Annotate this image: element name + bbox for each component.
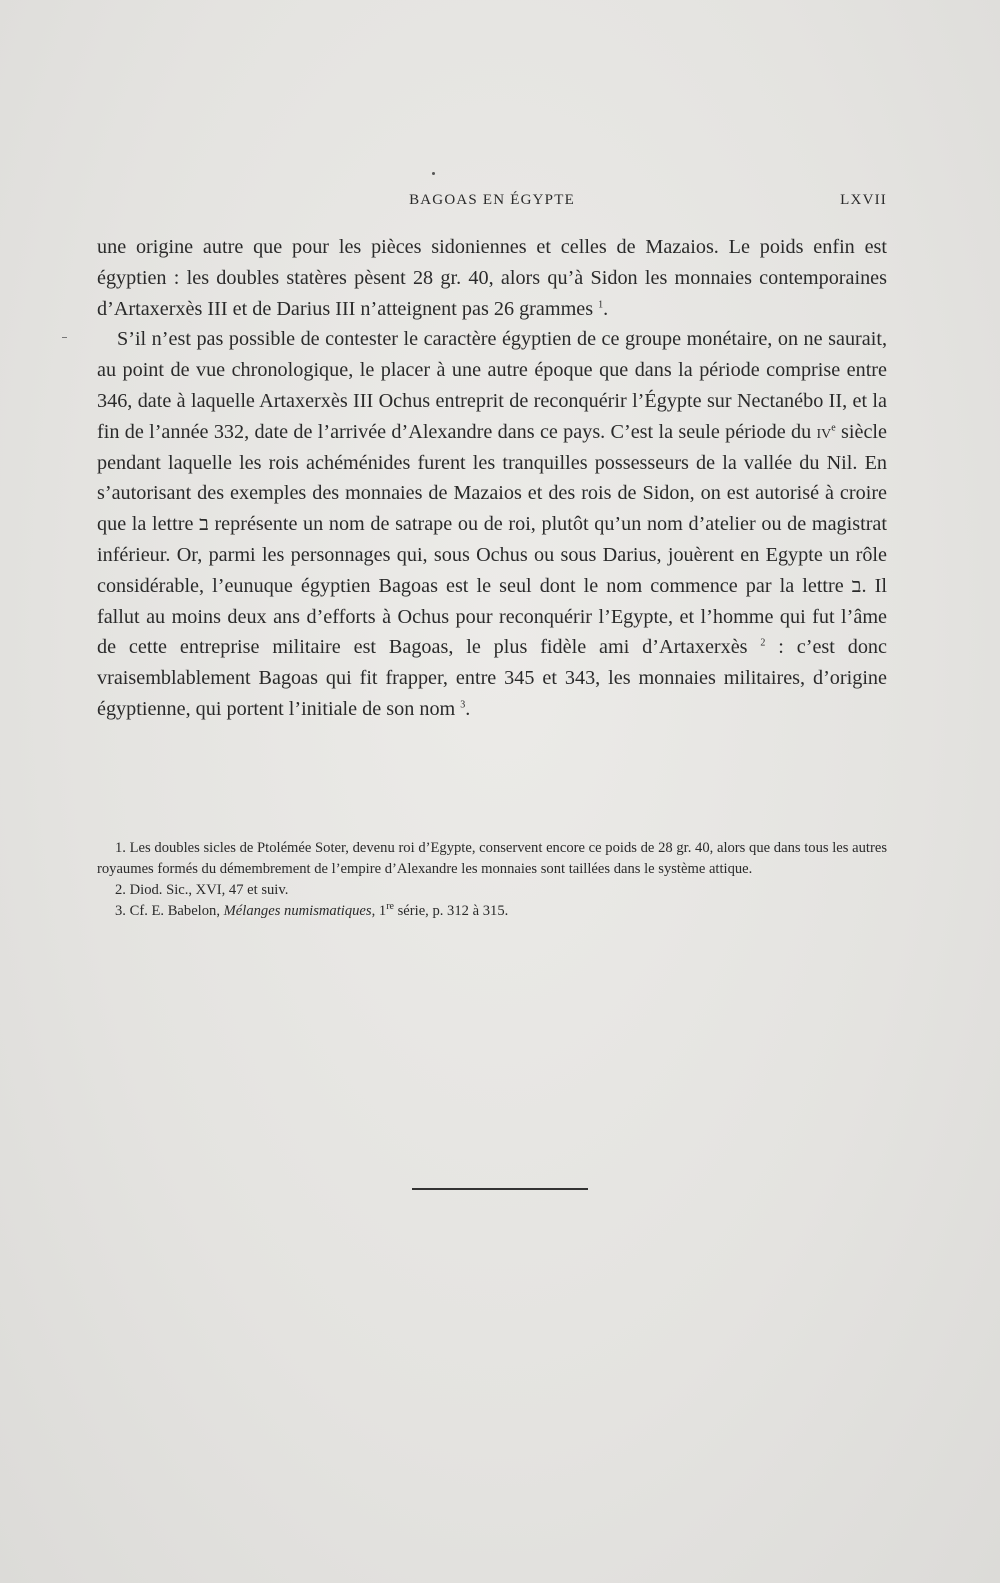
print-speck — [432, 172, 435, 175]
footnote-1: 1. Les doubles sicles de Ptolémée Soter, devenu roi d’Egypte, conservent encore ce poids de 28 gr. 40, alors que dans tous les autres royaumes formés du démembrement de l’empire d’Alexandre les monnaies sont taillées dans le système attique. — [97, 840, 887, 877]
paragraph-2 — [97, 324, 887, 724]
footnote-3-text-c: série, p. 312 à 315. — [393, 903, 509, 919]
footnote-2: 2. Diod. Sic., XVI, 47 et suiv. — [115, 882, 289, 898]
page-number: LXVII — [840, 192, 887, 208]
paragraph-2-text-b: siècle pendant laquelle les rois achéménides furent les tranquilles possesseurs de la vallée du Nil. En s’autorisant des exemples des monnaies de Mazaios et des rois de Sidon, on est autorisé à croire que la lettre ב représente un nom de satrape ou de roi, plutôt qu’un nom d’atelier ou de magistrat inférieur. Or, parmi les personnages qui, sous Ochus ou sous Darius, jouèrent en Egypte un rôle considérable, l’eunuque égyptien Bagoas est le seul dont le nom commence par la lettre ב. Il fallut au moins deux ans d’efforts à Ochus pour reconquérir l’Egypte, et l’homme qui fut l’âme de cette entreprise militaire est Bagoas, le plus fidèle ami d’Artaxerxès — [97, 420, 887, 659]
footnote-3-text-a: 3. Cf. E. Babelon, — [115, 903, 224, 919]
paragraph-1 — [97, 232, 887, 324]
footnote-3-text-b: , 1 — [371, 903, 387, 919]
footnote-3-title: Mélanges numismatiques — [223, 903, 372, 919]
century-suffix: e — [831, 422, 836, 434]
footnote-ref-3: 3 — [460, 699, 466, 711]
margin-mark — [62, 337, 67, 338]
paragraph-2-text-a: S’il n’est pas possible de contester le caractère égyptien de ce groupe monétaire, on ne saurait, au point de vue chronologique, le placer à une autre époque que dans la période comprise entre 346, date à laquelle Artaxerxès III Ochus entreprit de reconquérir l’Égypte sur Nectanébo II, et la fin de l’année 332, date de l’arrivée d’Alexandre dans ce pays. C’est la seule période du — [97, 328, 887, 443]
footnote-3 — [97, 901, 887, 922]
body-text — [97, 232, 887, 725]
running-title: BAGOAS EN ÉGYPTE — [409, 192, 575, 208]
footnote-3-ordinal: re — [386, 901, 394, 913]
footnotes — [97, 838, 887, 922]
paragraph-2-end: . — [465, 697, 471, 720]
page-header — [97, 192, 887, 216]
section-end-rule — [412, 1188, 588, 1190]
paragraph-1-end: . — [603, 297, 609, 320]
paragraph-2-text-c: : c’est donc vraisemblablement Bagoas qui fit frapper, entre 345 et 343, les monnaies militaires, d’origine égyptienne, qui portent l’initiale de son nom — [97, 636, 887, 720]
paragraph-1-text: une origine autre que pour les pièces sidoniennes et celles de Mazaios. Le poids enfin est égyptien : les doubles statères pèsent 28 gr. 40, alors qu’à Sidon les monnaies contemporaines d’Artaxerxès III et de Darius III n’atteignent pas 26 grammes — [97, 236, 887, 320]
footnote-ref-1: 1 — [598, 298, 604, 310]
century-numeral: iv — [816, 420, 832, 443]
footnote-ref-2: 2 — [760, 637, 766, 649]
